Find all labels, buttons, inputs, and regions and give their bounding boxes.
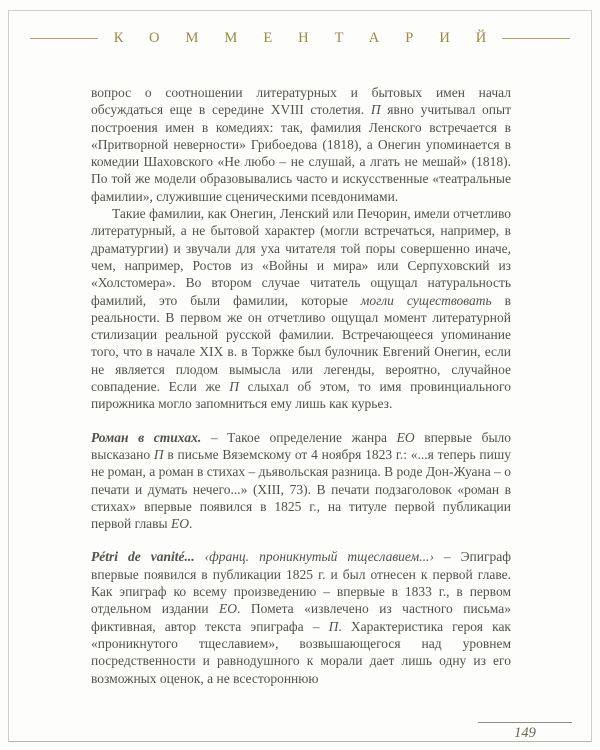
text-segment-italic: могли существовать xyxy=(360,292,492,308)
page-header-title: КОММЕНТАРИЙ xyxy=(113,30,513,46)
text-segment: – Такое определение жанра xyxy=(201,429,397,445)
text-segment: вопрос о соотношении литературных и бытовых имен начал обсуждаться еще в середине XVIII столетия. xyxy=(91,85,511,118)
text-block xyxy=(91,84,511,687)
header-rule-right xyxy=(502,38,570,39)
text-segment: – Эпиграф впервые появился в публикации 1825 г. и был отнесен к первой главе. Как эпиграф ко всему произведению – впервые в 1833 г., в первом отдельном издании xyxy=(91,549,511,617)
text-segment: в письме Вяземскому от 4 ноября 1823 г.: «...я теперь пишу не роман, а роман в стихах – дьявольская разница. В роде Дон-Жуана – о печати и думать нечего...» (XIII, 73). В печати подзаголовок «роман в стихах» впервые появился в 1825 г., на титуле первой публикации первой главы xyxy=(91,446,511,532)
text-segment-italic: ‹франц. проникнутый тщеславием...› xyxy=(194,549,434,565)
text-segment-italic: П xyxy=(153,446,164,462)
text-segment: слыхал об этом, то имя провинциального пирожника могло запомниться ему лишь как курьез. xyxy=(91,379,512,412)
text-segment-italic: П xyxy=(229,379,240,395)
text-segment-italic: ЕО xyxy=(219,601,238,617)
entry-title: Роман в стихах. xyxy=(91,429,202,445)
text-segment: . Характеристика героя как «проникнутого тщеславием», возвышающегося над уровнем посредственности и равнодушного к морали дает лишь одну из его возможных оценок, а не всестороннюю xyxy=(91,618,511,686)
text-segment-italic: П xyxy=(370,102,381,118)
running-head xyxy=(30,30,570,47)
paragraph-continuation xyxy=(91,84,511,205)
footer-rule xyxy=(478,722,572,723)
text-segment-italic: П xyxy=(328,618,339,634)
entry-title: Pétri de vanité... xyxy=(91,549,195,565)
text-segment: впервые было высказано xyxy=(91,429,512,462)
paragraph xyxy=(91,205,511,413)
page-footer xyxy=(478,722,572,742)
text-segment: . Помета «извлечено из частного письма» фиктивная, автор текста эпиграфа – xyxy=(91,601,512,634)
text-segment-italic: ЕО xyxy=(396,429,415,445)
text-segment: в реальности. В первом же он отчетливо ощущал момент литературной стилизации реальной русской фамилии. Встречающееся упоминание того, что в начале XIX в. в Торжке был булочник Евгений Онегин, если не является плодом вымысла или легенды, вероятно, случайное совпадение. Если же xyxy=(91,292,511,395)
text-segment: явно учитывал опыт построения имен в комедиях: так, фамилия Ленского встречается в «Притворной неверности» Грибоедова (1818), а Онегин упоминается в комедии Шаховского «Не любо – не слушай, а лгать не мешай» (1818). По той же модели образовывались часто и искусственные «театральные фамилии», служившие сценическими псевдонимами. xyxy=(91,102,511,204)
text-segment-italic: ЕО xyxy=(171,516,189,532)
commentary-entry-roman-v-stihah xyxy=(91,429,511,533)
header-rule-left xyxy=(30,38,98,39)
text-segment: . xyxy=(189,516,193,532)
text-segment: Такие фамилии, как Онегин, Ленский или Печорин, имели отчетливо литературный, а не бытовой характер (могли встречаться, например, в драматургии) и звучали для уха читателя той поры совершенно иначе, чем, например, Ростов из «Войны и мира» или Серпуховский из «Холстомера». Во втором случае читатель ощущал натуральность фамилий, это были фамилии, которые xyxy=(91,206,511,308)
commentary-entry-petri-de-vanite xyxy=(91,548,511,686)
page-number: 149 xyxy=(514,725,536,741)
